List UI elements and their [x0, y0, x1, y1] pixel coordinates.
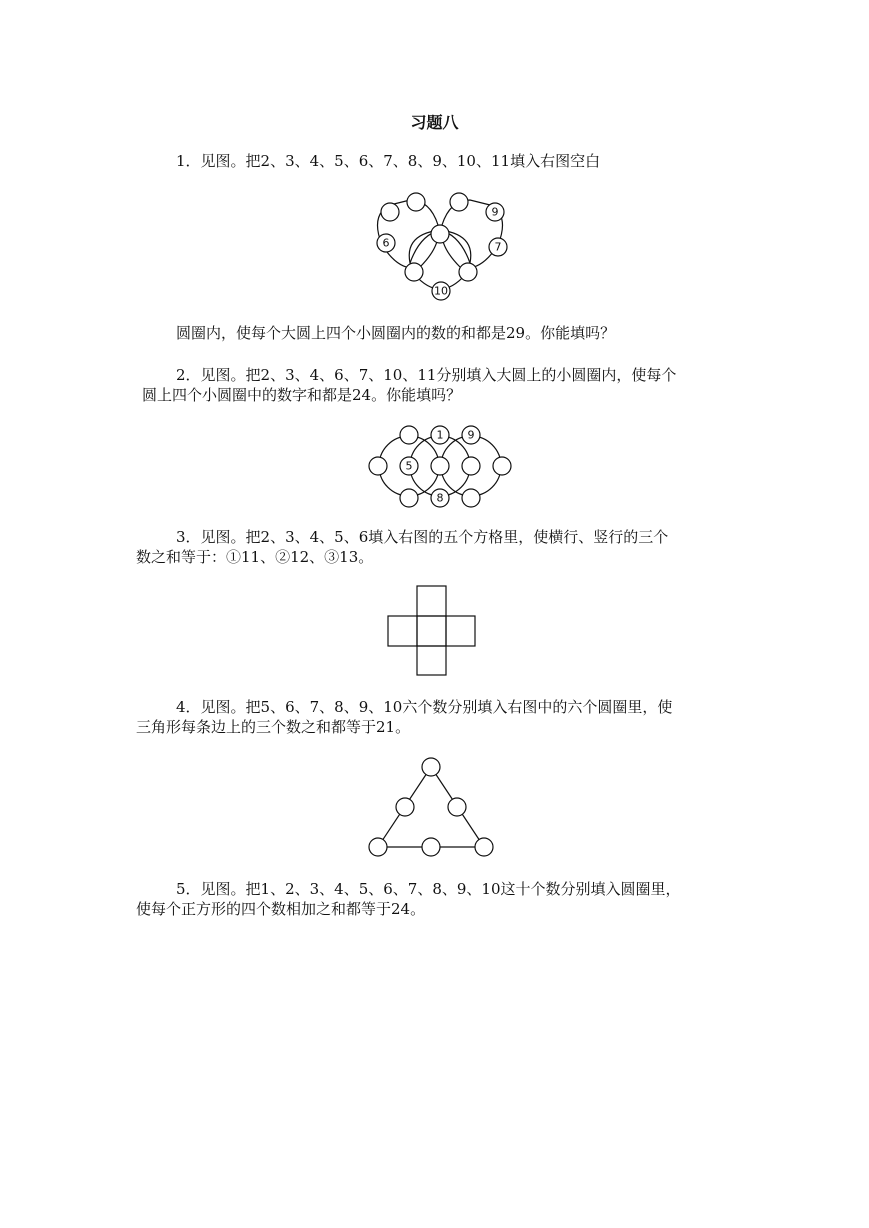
problem-1-figure [360, 185, 520, 310]
node-empty [462, 489, 480, 507]
label-5: 5 [405, 459, 413, 473]
node-empty [407, 193, 425, 211]
node-empty [381, 203, 399, 221]
problem-2-text-line-1: 2．见图。把2、3、4、6、7、10、11分别填入大圆上的小圆圈内，使每个 [176, 366, 677, 384]
page-title: 习题八 [410, 113, 459, 132]
node-left-mid [396, 798, 414, 816]
node-empty [400, 426, 418, 444]
node-empty [369, 457, 387, 475]
cell-right [446, 616, 475, 646]
node-empty [405, 263, 423, 281]
node-empty [493, 457, 511, 475]
node-empty [431, 457, 449, 475]
node-bottom-right [475, 838, 493, 856]
problem-2-figure [365, 423, 515, 513]
problem-1-text-cont: 圆圈内，使每个大圆上四个小圆圈内的数的和都是29。你能填吗？ [176, 324, 616, 342]
cell-left [388, 616, 417, 646]
problem-5-text-line-1: 5．见图。把1、2、3、4、5、6、7、8、9、10这十个数分别填入圆圈里， [176, 880, 681, 898]
label-7: 7 [494, 240, 502, 254]
label-1: 1 [436, 428, 444, 442]
problem-4-text-line-2: 三角形每条边上的三个数之和都等于21。 [136, 718, 411, 736]
node-empty [450, 193, 468, 211]
problem-4-text-line-1: 4．见图。把5、6、7、8、9、10六个数分别填入右图中的六个圆圈里，使 [176, 698, 673, 716]
problem-2-text-line-2: 圆上四个小圆圈中的数字和都是24。你能填吗？ [142, 386, 462, 404]
cell-center [417, 616, 446, 646]
label-8: 8 [436, 491, 444, 505]
node-right-mid [448, 798, 466, 816]
cell-bottom [417, 646, 446, 675]
cell-top [417, 586, 446, 616]
label-10: 10 [434, 284, 448, 298]
problem-1-text: 1．见图。把2、3、4、5、6、7、8、9、10、11填入右图空白 [176, 152, 601, 170]
problem-3-figure [388, 586, 478, 676]
problem-3-text-line-2: 数之和等于：①11、②12、③13。 [136, 548, 374, 566]
problem-5-text-line-2: 使每个正方形的四个数相加之和都等于24。 [136, 900, 426, 918]
node-top [422, 758, 440, 776]
node-empty [459, 263, 477, 281]
label-6: 6 [382, 236, 390, 250]
problem-4-figure [366, 756, 496, 861]
label-9: 9 [467, 428, 475, 442]
problem-3-text-line-1: 3．见图。把2、3、4、5、6填入右图的五个方格里，使横行、竖行的三个 [176, 528, 669, 546]
node-empty [462, 457, 480, 475]
label-9: 9 [491, 205, 499, 219]
node-empty [431, 225, 449, 243]
node-bottom-left [369, 838, 387, 856]
node-bottom-mid [422, 838, 440, 856]
node-empty [400, 489, 418, 507]
